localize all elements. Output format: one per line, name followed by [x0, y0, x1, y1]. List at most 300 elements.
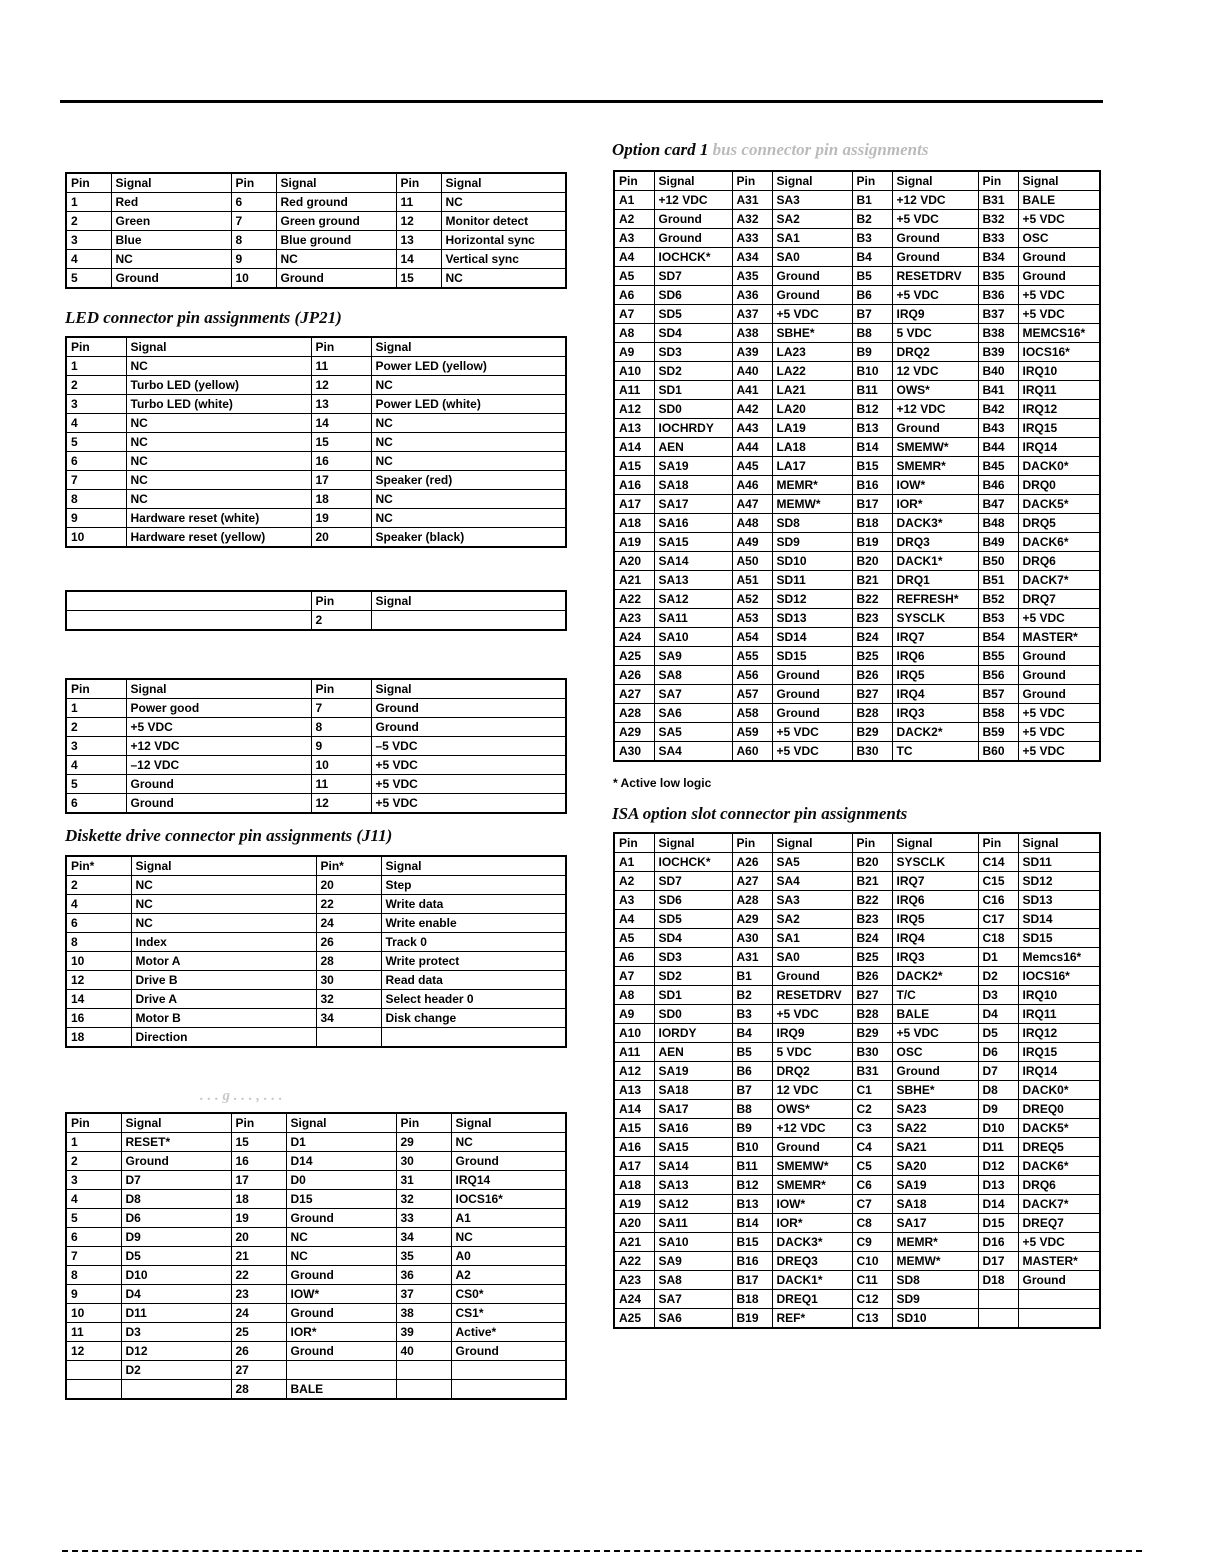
signal-cell: DACK5* [1018, 495, 1100, 514]
table-row [614, 1309, 1100, 1329]
signal-cell: SA19 [654, 1062, 732, 1081]
signal-cell: OSC [1018, 229, 1100, 248]
pin-cell: B51 [978, 571, 1018, 590]
signal-cell [1018, 1290, 1100, 1309]
table-row [66, 212, 566, 231]
pin-cell: B18 [732, 1290, 772, 1309]
pin-cell: A13 [614, 1081, 654, 1100]
pin-cell: C16 [978, 891, 1018, 910]
signal-cell: Blue ground [276, 231, 396, 250]
pin-cell: 11 [396, 193, 441, 212]
signal-cell: Direction [131, 1028, 316, 1048]
pin-cell: 13 [396, 231, 441, 250]
header-row [66, 856, 566, 876]
pin-cell: B59 [978, 723, 1018, 742]
pin-cell: A35 [732, 267, 772, 286]
signal-cell: Ground [286, 1209, 396, 1228]
signal-cell: IOCS16* [1018, 967, 1100, 986]
signal-cell: Red ground [276, 193, 396, 212]
signal-cell: A0 [451, 1247, 566, 1266]
signal-cell: LA19 [772, 419, 852, 438]
signal-cell: MEMCS16* [1018, 324, 1100, 343]
signal-cell: Hardware reset (white) [126, 509, 311, 528]
signal-cell: +5 VDC [772, 305, 852, 324]
pin-cell: A53 [732, 609, 772, 628]
signal-cell: Motor A [131, 952, 316, 971]
signal-cell: SA6 [654, 704, 732, 723]
column-header: Signal [441, 173, 566, 193]
faded-heading: . . . g . . . , . . . [200, 1088, 283, 1104]
pin-cell: 34 [396, 1228, 451, 1247]
pin-cell: A17 [614, 495, 654, 514]
signal-cell: IRQ14 [451, 1171, 566, 1190]
signal-cell: SD3 [654, 948, 732, 967]
table-row [614, 948, 1100, 967]
table-row [66, 971, 566, 990]
signal-cell: +12 VDC [892, 191, 978, 210]
pin-cell: B12 [732, 1176, 772, 1195]
signal-cell: Ground [772, 704, 852, 723]
table-row [614, 343, 1100, 362]
table-row [66, 1361, 566, 1380]
table-row [614, 929, 1100, 948]
signal-cell: IRQ3 [892, 704, 978, 723]
column-header: Signal [371, 679, 566, 699]
pin-cell: 15 [311, 433, 371, 452]
signal-cell: SA23 [892, 1100, 978, 1119]
signal-cell: DACK6* [1018, 1157, 1100, 1176]
pin-cell: 11 [311, 357, 371, 376]
signal-cell: SA4 [772, 872, 852, 891]
signal-cell: SD4 [654, 929, 732, 948]
signal-cell: IRQ15 [1018, 419, 1100, 438]
table-row [614, 1176, 1100, 1195]
signal-cell: Ground [126, 775, 311, 794]
column-header: Signal [772, 171, 852, 191]
pin-cell: A33 [732, 229, 772, 248]
signal-cell: DACK1* [772, 1271, 852, 1290]
pin-cell: C14 [978, 853, 1018, 872]
pin-cell: D17 [978, 1252, 1018, 1271]
pin-cell: B43 [978, 419, 1018, 438]
table-row [614, 910, 1100, 929]
signal-cell [451, 1380, 566, 1400]
signal-cell: SA21 [892, 1138, 978, 1157]
signal-cell: NC [111, 250, 231, 269]
pin-cell: B4 [852, 248, 892, 267]
pin-cell: 17 [311, 471, 371, 490]
signal-cell: SD12 [772, 590, 852, 609]
signal-cell: SD13 [772, 609, 852, 628]
ide-connector-table [65, 1112, 567, 1400]
table-row [66, 471, 566, 490]
pin-cell: B7 [852, 305, 892, 324]
table-row [614, 628, 1100, 647]
pin-cell: C13 [852, 1309, 892, 1329]
pin-cell: 3 [66, 1171, 121, 1190]
signal-cell: Drive A [131, 990, 316, 1009]
pin-cell: 11 [66, 1323, 121, 1342]
signal-cell: SA0 [772, 948, 852, 967]
power-connector-table [65, 678, 567, 814]
table-row [66, 1133, 566, 1152]
pin-cell: B26 [852, 666, 892, 685]
signal-cell [1018, 1309, 1100, 1329]
pin-cell: A28 [614, 704, 654, 723]
column-header: Signal [121, 1113, 231, 1133]
signal-cell: Ground [772, 267, 852, 286]
pin-cell: B12 [852, 400, 892, 419]
pin-cell: A45 [732, 457, 772, 476]
pin-cell: 8 [66, 933, 131, 952]
signal-cell: Ground [111, 269, 231, 289]
signal-cell: SD8 [772, 514, 852, 533]
pin-cell: B22 [852, 590, 892, 609]
signal-cell: Ground [772, 967, 852, 986]
signal-cell: Ground [1018, 1271, 1100, 1290]
signal-cell: BALE [286, 1380, 396, 1400]
pin-cell: 10 [66, 952, 131, 971]
signal-cell [451, 1361, 566, 1380]
pin-cell: B42 [978, 400, 1018, 419]
pin-cell: A23 [614, 1271, 654, 1290]
table-row [66, 1228, 566, 1247]
signal-cell: NC [286, 1247, 396, 1266]
signal-cell: NC [371, 452, 566, 471]
pin-cell: 8 [66, 1266, 121, 1285]
pin-cell: C18 [978, 929, 1018, 948]
signal-cell: D6 [121, 1209, 231, 1228]
signal-cell: SD2 [654, 362, 732, 381]
option-card-heading-text: Option card 1 [612, 140, 709, 159]
table-row [614, 324, 1100, 343]
pin-cell: A37 [732, 305, 772, 324]
header-row [66, 173, 566, 193]
pin-cell: B4 [732, 1024, 772, 1043]
signal-cell: D3 [121, 1323, 231, 1342]
signal-cell: +12 VDC [654, 191, 732, 210]
pin-cell: D5 [978, 1024, 1018, 1043]
pin-cell: A29 [614, 723, 654, 742]
signal-cell: D7 [121, 1171, 231, 1190]
signal-cell: LA21 [772, 381, 852, 400]
signal-cell: SA17 [654, 1100, 732, 1119]
pin-cell: A50 [732, 552, 772, 571]
signal-cell: Horizontal sync [441, 231, 566, 250]
pin-cell: 23 [231, 1285, 286, 1304]
pin-cell: 16 [311, 452, 371, 471]
pin-cell: B39 [978, 343, 1018, 362]
signal-cell: IRQ10 [1018, 362, 1100, 381]
pin-cell [371, 611, 566, 631]
table-row [66, 1152, 566, 1171]
signal-cell: SA10 [654, 628, 732, 647]
pin-cell: 9 [311, 737, 371, 756]
table-row [66, 914, 566, 933]
signal-cell: SD2 [654, 967, 732, 986]
pin-cell: 8 [231, 231, 276, 250]
table-row [614, 590, 1100, 609]
pin-cell: B36 [978, 286, 1018, 305]
pin-cell: B44 [978, 438, 1018, 457]
signal-cell: SD15 [1018, 929, 1100, 948]
pin-cell: 7 [66, 471, 126, 490]
signal-cell: DRQ2 [892, 343, 978, 362]
column-header: Signal [126, 337, 311, 357]
pin-cell: B29 [852, 1024, 892, 1043]
signal-cell: DRQ0 [1018, 476, 1100, 495]
signal-cell: Power LED (white) [371, 395, 566, 414]
table-row [66, 269, 566, 289]
pin-cell: A29 [732, 910, 772, 929]
signal-cell: SA7 [654, 1290, 732, 1309]
pin-cell: A6 [614, 948, 654, 967]
signal-cell: TC [892, 742, 978, 762]
pin-cell: A21 [614, 571, 654, 590]
pin-cell: B49 [978, 533, 1018, 552]
pin-cell: 2 [66, 876, 131, 895]
pin-cell: B26 [852, 967, 892, 986]
table-row [614, 229, 1100, 248]
signal-cell: +5 VDC [772, 742, 852, 762]
signal-cell: SD7 [654, 872, 732, 891]
signal-cell: SA9 [654, 1252, 732, 1271]
signal-cell: 12 VDC [772, 1081, 852, 1100]
signal-cell: IRQ11 [1018, 381, 1100, 400]
signal-cell: +5 VDC [892, 210, 978, 229]
pin-cell: A41 [732, 381, 772, 400]
table-row [614, 552, 1100, 571]
pin-cell: B11 [732, 1157, 772, 1176]
signal-cell: +5 VDC [1018, 1233, 1100, 1252]
signal-cell: SD11 [772, 571, 852, 590]
signal-cell: SD5 [654, 910, 732, 929]
signal-cell: IRQ6 [892, 647, 978, 666]
column-header: Signal [111, 173, 231, 193]
signal-cell: Ground [772, 286, 852, 305]
pin-cell: B28 [852, 704, 892, 723]
table-row [66, 490, 566, 509]
column-header: Pin [852, 171, 892, 191]
pin-cell: 14 [66, 990, 131, 1009]
pin-cell: B48 [978, 514, 1018, 533]
signal-cell: DREQ0 [1018, 1100, 1100, 1119]
pin-cell: B9 [852, 343, 892, 362]
signal-cell: IOCHRDY [654, 419, 732, 438]
pin-cell: B25 [852, 647, 892, 666]
signal-cell: REFRESH* [892, 590, 978, 609]
pin-cell: 38 [396, 1304, 451, 1323]
pin-cell: D11 [978, 1138, 1018, 1157]
table-row [614, 1062, 1100, 1081]
signal-cell: SA19 [654, 457, 732, 476]
signal-cell: SA1 [772, 229, 852, 248]
pin-cell: 12 [311, 376, 371, 395]
pin-cell: A17 [614, 1157, 654, 1176]
table-row [614, 1157, 1100, 1176]
pin-cell: C12 [852, 1290, 892, 1309]
signal-cell: SD14 [1018, 910, 1100, 929]
pin-cell: A15 [614, 1119, 654, 1138]
signal-cell: NC [126, 433, 311, 452]
signal-cell: SD13 [1018, 891, 1100, 910]
signal-cell: Ground [772, 666, 852, 685]
pin-cell: 4 [66, 756, 126, 775]
pin-cell: B40 [978, 362, 1018, 381]
signal-cell: NC [451, 1133, 566, 1152]
column-header: Signal [381, 856, 566, 876]
pin-cell: 30 [316, 971, 381, 990]
signal-cell: SD1 [654, 381, 732, 400]
pin-cell: 20 [316, 876, 381, 895]
signal-cell: OWS* [892, 381, 978, 400]
pin-assignment-table [65, 855, 567, 1048]
signal-cell: Ground [892, 1062, 978, 1081]
table-row [614, 666, 1100, 685]
pin-cell: B20 [852, 552, 892, 571]
signal-cell: D11 [121, 1304, 231, 1323]
signal-cell: Ground [371, 699, 566, 718]
pin-cell: D2 [978, 967, 1018, 986]
table-row [66, 699, 566, 718]
signal-cell: IRQ14 [1018, 438, 1100, 457]
signal-cell: NC [126, 414, 311, 433]
pin-cell: B24 [852, 628, 892, 647]
signal-cell: SD10 [892, 1309, 978, 1329]
signal-cell: SA17 [892, 1214, 978, 1233]
pin-cell: A26 [614, 666, 654, 685]
column-header: Signal [451, 1113, 566, 1133]
signal-cell: Write protect [381, 952, 566, 971]
signal-cell: DACK1* [892, 552, 978, 571]
signal-cell: IRQ7 [892, 628, 978, 647]
pin-cell: 36 [396, 1266, 451, 1285]
signal-cell: Select header 0 [381, 990, 566, 1009]
table-row [614, 1271, 1100, 1290]
pin-cell: 10 [66, 1304, 121, 1323]
column-header: Pin* [66, 856, 131, 876]
pin-cell: A25 [614, 1309, 654, 1329]
pin-cell: C3 [852, 1119, 892, 1138]
column-header: Pin [311, 337, 371, 357]
pin-cell: A31 [732, 191, 772, 210]
pin-cell: A8 [614, 324, 654, 343]
isa-slot-table [613, 832, 1101, 1329]
signal-cell: 2 [311, 611, 371, 631]
signal-cell: DACK5* [1018, 1119, 1100, 1138]
signal-cell: LA20 [772, 400, 852, 419]
signal-cell: –5 VDC [371, 737, 566, 756]
table-row [66, 509, 566, 528]
signal-cell: D4 [121, 1285, 231, 1304]
signal-cell: SD7 [654, 267, 732, 286]
signal-cell: DRQ5 [1018, 514, 1100, 533]
signal-cell: +5 VDC [1018, 742, 1100, 762]
signal-cell: SA4 [654, 742, 732, 762]
pin-cell: C17 [978, 910, 1018, 929]
pin-cell: B15 [732, 1233, 772, 1252]
signal-cell: Turbo LED (yellow) [126, 376, 311, 395]
column-header: Pin [66, 679, 126, 699]
pin-cell: B14 [732, 1214, 772, 1233]
signal-cell: NC [371, 433, 566, 452]
signal-cell: IOW* [286, 1285, 396, 1304]
table-row [614, 419, 1100, 438]
pin-cell: A42 [732, 400, 772, 419]
pin-cell: 26 [231, 1342, 286, 1361]
pin-cell: 4 [66, 1190, 121, 1209]
signal-cell: Power good [126, 699, 311, 718]
signal-cell: Ground [1018, 685, 1100, 704]
signal-cell: IRQ15 [1018, 1043, 1100, 1062]
signal-cell: AEN [654, 1043, 732, 1062]
pin-cell: 32 [396, 1190, 451, 1209]
pin-cell: B31 [978, 191, 1018, 210]
signal-cell: D0 [286, 1171, 396, 1190]
pin-assignment-table [65, 590, 567, 631]
table-row [614, 1290, 1100, 1309]
pin-cell: C6 [852, 1176, 892, 1195]
signal-cell: SA12 [654, 590, 732, 609]
signal-cell: NC [131, 895, 316, 914]
pin-cell: A20 [614, 552, 654, 571]
pin-cell: 39 [396, 1323, 451, 1342]
led-connector-table [65, 336, 567, 548]
header-row [66, 591, 566, 611]
signal-cell: DREQ1 [772, 1290, 852, 1309]
signal-cell: Ground [371, 718, 566, 737]
pin-cell: 14 [396, 250, 441, 269]
pin-cell: 24 [231, 1304, 286, 1323]
signal-cell: +5 VDC [1018, 723, 1100, 742]
pin-cell: B30 [852, 1043, 892, 1062]
signal-cell: +5 VDC [371, 756, 566, 775]
column-header: Pin [614, 171, 654, 191]
signal-cell: IRQ10 [1018, 986, 1100, 1005]
signal-cell: SA8 [654, 666, 732, 685]
pin-cell: D1 [978, 948, 1018, 967]
signal-cell: +5 VDC [1018, 305, 1100, 324]
pin-cell: D16 [978, 1233, 1018, 1252]
signal-cell: MASTER* [1018, 1252, 1100, 1271]
table-row [614, 305, 1100, 324]
signal-cell: D15 [286, 1190, 396, 1209]
pin-cell: C5 [852, 1157, 892, 1176]
pin-cell: 6 [66, 794, 126, 814]
pin-cell: 6 [66, 1228, 121, 1247]
table-row [614, 1081, 1100, 1100]
table-row [614, 571, 1100, 590]
column-header: Pin [66, 1113, 121, 1133]
pin-cell: B57 [978, 685, 1018, 704]
pin-cell: B7 [732, 1081, 772, 1100]
pin-cell: 30 [396, 1152, 451, 1171]
signal-cell: LA22 [772, 362, 852, 381]
signal-cell: IRQ4 [892, 929, 978, 948]
table-row [614, 723, 1100, 742]
pin-cell: 7 [66, 1247, 121, 1266]
signal-cell: IOCS16* [451, 1190, 566, 1209]
signal-cell: Disk change [381, 1009, 566, 1028]
pin-cell: A22 [614, 590, 654, 609]
pin-cell: A30 [614, 742, 654, 762]
pin-cell: C9 [852, 1233, 892, 1252]
pin-cell: 17 [231, 1171, 286, 1190]
pin-cell: A7 [614, 305, 654, 324]
pin-cell: A26 [732, 853, 772, 872]
top-rule [60, 100, 1103, 103]
table-row [614, 1252, 1100, 1271]
